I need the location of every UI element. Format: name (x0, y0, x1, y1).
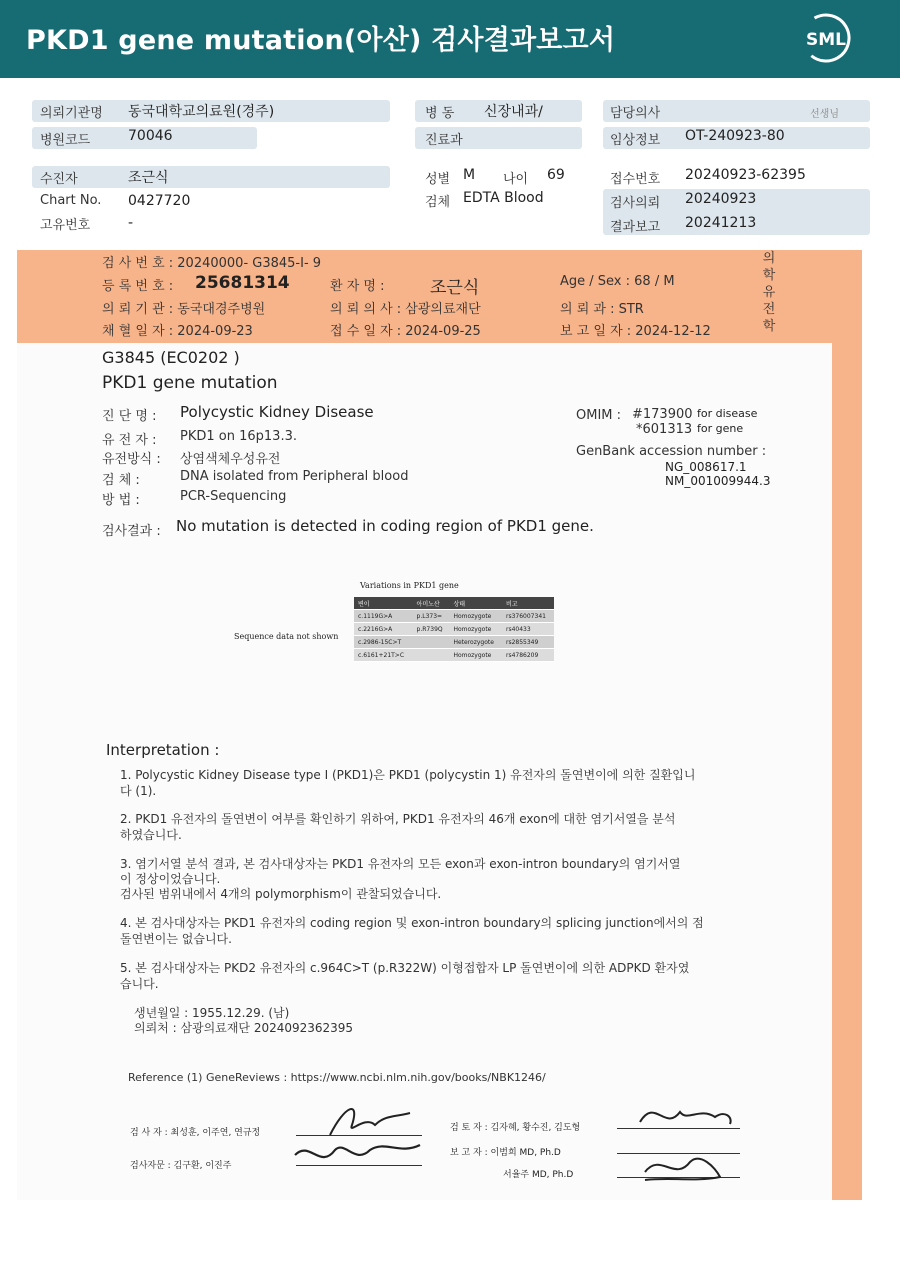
interp-line: 돌연변이는 없습니다. (120, 932, 232, 946)
inherit-value: 상염색체우성유전 (180, 452, 281, 467)
interp-line: 2. PKD1 유전자의 돌연변이 여부를 확인하기 위하여, PKD1 유전자의 46개 exon에 대한 염기서열을 분석 (120, 812, 676, 826)
variant-row (354, 636, 554, 649)
scan-receive: 접 수 일 자 : 2024-09-25 (330, 324, 481, 339)
variant-cell: rs376007341 (502, 610, 554, 623)
tester: 검 사 자 : 최성훈, 이주연, 연규정 (130, 1128, 261, 1138)
variant-cell (413, 636, 450, 649)
interp-line: 습니다. (120, 977, 159, 991)
patient-value: 조근식 (128, 170, 169, 186)
sex-value: M (463, 167, 476, 183)
doctor-label: 담당의사 (610, 106, 661, 121)
dx-value: Polycystic Kidney Disease (180, 403, 374, 421)
interp-line: 4. 본 검사대상자는 PKD1 유전자의 coding region 및 exon-intron boundary의 splicing junction에서의 점 (120, 916, 704, 930)
reporter-2: 서율주 MD, Ph.D (503, 1170, 574, 1180)
scan-inst: 의 뢰 기 관 : 동국대경주병원 (102, 302, 266, 317)
side-char: 의 (762, 251, 776, 266)
unique-label: 고유번호 (40, 218, 91, 233)
receipt-label: 접수번호 (610, 172, 661, 187)
scan-patient-label: 환 자 명 : (330, 279, 385, 294)
test-title: PKD1 gene mutation (102, 373, 278, 393)
genbank-label: GenBank accession number : (576, 444, 767, 459)
genbank-1: NG_008617.1 (665, 460, 747, 474)
chart-value: 0427720 (128, 193, 191, 209)
interp-title: Interpretation : (106, 741, 220, 759)
side-char: 전 (762, 302, 776, 317)
variant-cell: p.L373= (413, 610, 450, 623)
report-label: 결과보고 (610, 220, 661, 235)
reference: Reference (1) GeneReviews : https://www.ncbi.nlm.nih.gov/books/NBK1246/ (128, 1071, 546, 1084)
omim-gene-note: for gene (697, 422, 744, 435)
specimen-value: EDTA Blood (463, 190, 544, 206)
request-label: 검사의뢰 (610, 196, 661, 211)
scan-reg-label: 등 록 번 호 : (102, 279, 174, 294)
variant-cell: rs4786209 (502, 649, 554, 662)
scan-reg-no: 25681314 (195, 273, 290, 293)
sex-label: 성별 (425, 172, 451, 187)
dx-label: 진 단 명 : (102, 409, 157, 424)
omim-label: OMIM : (576, 408, 622, 423)
doctor-suffix: 선생님 (810, 109, 839, 120)
patient-bar (32, 166, 390, 188)
reporter: 보 고 자 : 이범희 MD, Ph.D (450, 1148, 561, 1158)
scan-req-doctor: 의 뢰 의 사 : 삼광의료재단 (330, 302, 481, 317)
variant-row (354, 649, 554, 662)
logo-text: SML (806, 30, 846, 50)
method-label: 방 법 : (102, 493, 140, 508)
variant-cell: c.2216G>A (354, 623, 413, 636)
variant-cell (413, 649, 450, 662)
report-value: 20241213 (685, 215, 757, 231)
specimen-scan-value: DNA isolated from Peripheral blood (180, 469, 409, 484)
variant-title: Variations in PKD1 gene (360, 581, 459, 590)
advisor: 검사자문 : 김구환, 이진주 (130, 1161, 232, 1171)
variant-header: 상태 (449, 597, 502, 610)
scan-collect: 채 혈 일 자 : 2024-09-23 (102, 324, 253, 339)
gene-label: 유 전 자 : (102, 433, 157, 448)
referrer: 의뢰처 : 삼광의료재단 2024092362395 (134, 1021, 354, 1035)
scan-test-no: 검 사 번 호 : 20240000- G3845-I- 9 (102, 256, 322, 271)
variant-cell: c.6161+21T>C (354, 649, 413, 662)
institution-value: 동국대학교의료원(경주) (128, 104, 275, 120)
interp-line: 1. Polycystic Kidney Disease type I (PKD1)은 PKD1 (polycystin 1) 유전자의 돌연변이에 의한 질환입니 (120, 768, 696, 782)
variant-table (354, 597, 554, 662)
side-char: 학 (762, 268, 776, 283)
scan-side-text (761, 250, 777, 335)
scan-req-dept: 의 뢰 과 : STR (560, 302, 644, 317)
patient-label: 수진자 (40, 172, 78, 187)
result-value: No mutation is detected in coding region of PKD1 gene. (176, 517, 594, 535)
interp-line: 다 (1). (120, 784, 157, 798)
scan-right-band (832, 250, 862, 1200)
inherit-label: 유전방식 : (102, 452, 161, 467)
variant-cell: Homozygote (449, 623, 502, 636)
result-label: 검사결과 : (102, 524, 161, 539)
dept-label: 진료과 (425, 133, 463, 148)
ward-value: 신장내과/ (484, 104, 543, 120)
age-label: 나이 (503, 172, 529, 187)
chart-label: Chart No. (40, 193, 102, 208)
sml-logo (800, 12, 852, 64)
variant-row (354, 623, 554, 636)
variant-cell: Heterozygote (449, 636, 502, 649)
interp-line: 검사된 범위내에서 4개의 polymorphism이 관찰되었습니다. (120, 887, 442, 901)
variant-cell: c.2986-15C>T (354, 636, 413, 649)
specimen-scan-label: 검 체 : (102, 473, 140, 488)
variant-header: 비고 (502, 597, 554, 610)
interp-line: 3. 염기서열 분석 결과, 본 검사대상자는 PKD1 유전자의 모든 exon과 exon-intron boundary의 염기서열 (120, 857, 681, 871)
receipt-value: 20240923-62395 (685, 167, 806, 183)
omim-disease-note: for disease (697, 407, 758, 420)
variant-row (354, 610, 554, 623)
unique-value: - (128, 215, 134, 231)
interp-line: 5. 본 검사대상자는 PKD2 유전자의 c.964C>T (p.R322W) 이형접합자 LP 돌연변이에 의한 ADPKD 환자였 (120, 961, 690, 975)
test-code: G3845 (EC0202 ) (102, 348, 240, 367)
side-char: 유 (762, 285, 776, 300)
variant-cell: c.1119G>A (354, 610, 413, 623)
birth-date: 생년월일 : 1955.12.29. (남) (134, 1006, 290, 1020)
variant-cell: rs2855349 (502, 636, 554, 649)
gene-value: PKD1 on 16p13.3. (180, 429, 297, 444)
variant-header: 아미노산 (413, 597, 450, 610)
signature-scribble (625, 1092, 745, 1187)
variant-header: 변이 (354, 597, 413, 610)
genbank-2: NM_001009944.3 (665, 474, 771, 488)
specimen-label: 검체 (425, 195, 451, 210)
variant-cell: Homozygote (449, 610, 502, 623)
signature-scribble (290, 1095, 430, 1175)
page-title: PKD1 gene mutation(아산) 검사결과보고서 (26, 25, 616, 56)
variant-cell: rs40433 (502, 623, 554, 636)
omim-disease: #173900 (632, 407, 693, 422)
method-value: PCR-Sequencing (180, 489, 287, 504)
scan-patient: 조근식 (430, 278, 480, 298)
variant-header-row (354, 597, 554, 610)
scan-agesex: Age / Sex : 68 / M (560, 274, 675, 289)
scan-report-date: 보 고 일 자 : 2024-12-12 (560, 324, 711, 339)
omim-gene: *601313 (636, 422, 693, 437)
seq-note: Sequence data not shown (234, 632, 339, 641)
side-char: 학 (762, 319, 776, 334)
clinical-label: 임상정보 (610, 133, 661, 148)
interp-line: 하였습니다. (120, 828, 182, 842)
interp-line: 이 정상이었습니다. (120, 872, 221, 886)
clinical-value: OT-240923-80 (685, 128, 785, 144)
hospital-code-label: 병원코드 (40, 133, 91, 148)
institution-label: 의뢰기관명 (40, 106, 103, 121)
age-value: 69 (547, 167, 565, 183)
reviewer: 검 토 자 : 김자혜, 황수진, 김도형 (450, 1123, 581, 1133)
request-value: 20240923 (685, 191, 757, 207)
variant-cell: p.R739Q (413, 623, 450, 636)
hospital-code-value: 70046 (128, 128, 173, 144)
variant-cell: Homozygote (449, 649, 502, 662)
ward-label: 병 동 (425, 106, 455, 121)
